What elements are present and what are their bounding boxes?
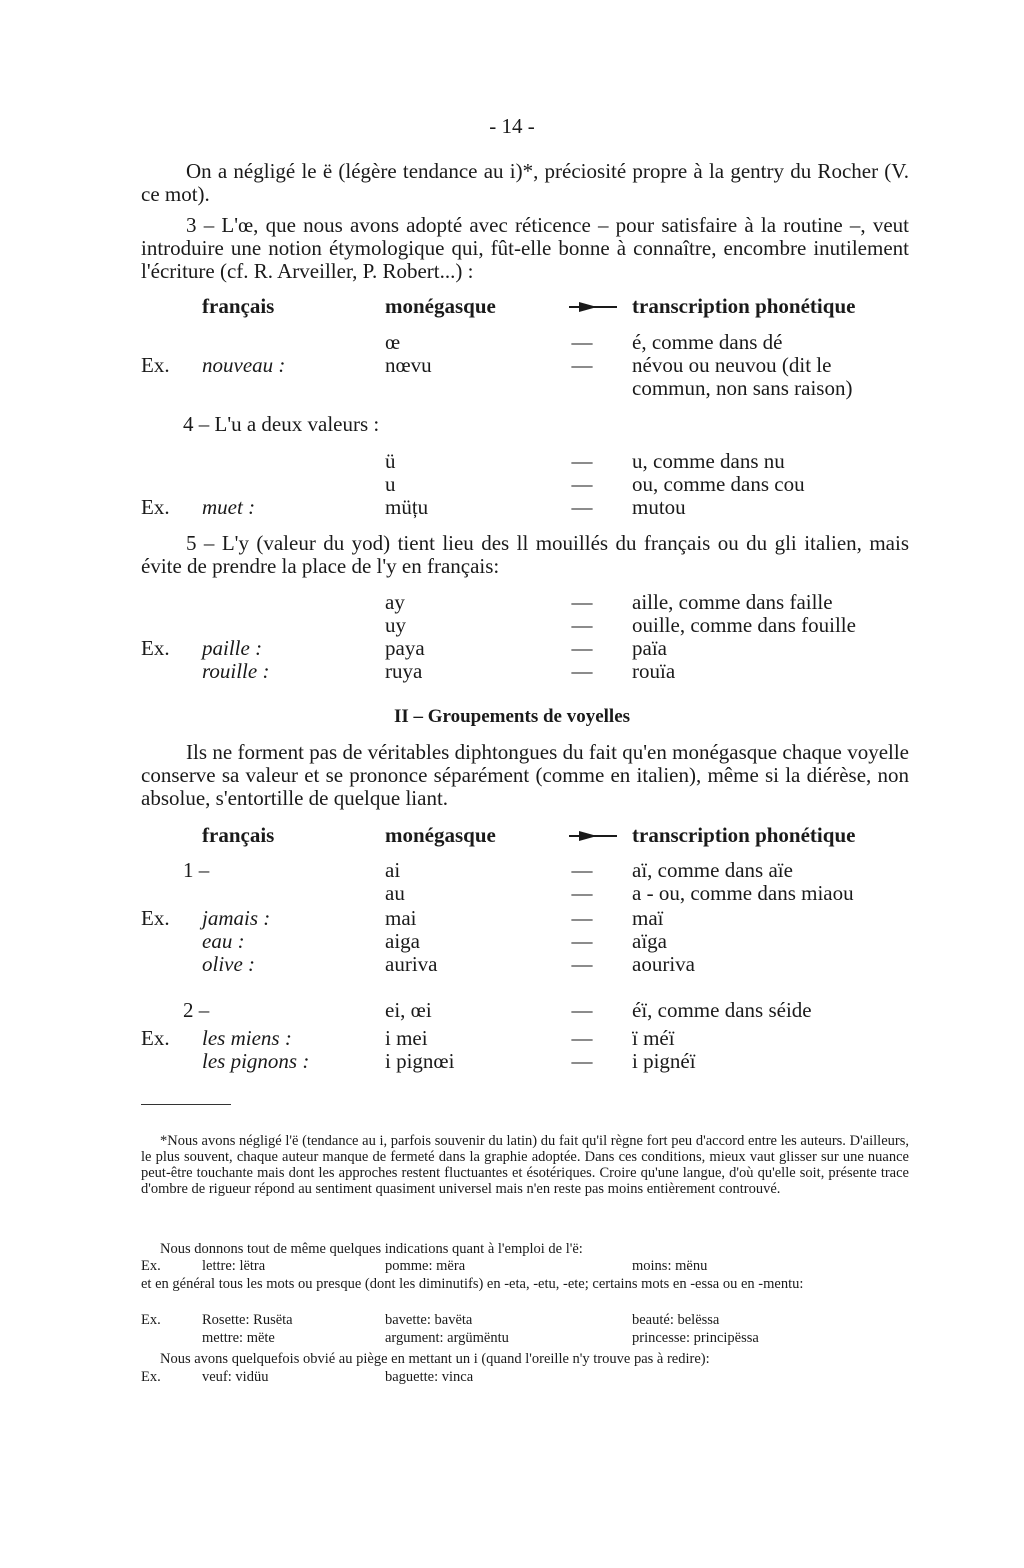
table-row <box>0 1027 1024 1050</box>
example-label: Ex. <box>141 1312 161 1328</box>
table-row <box>0 377 1024 400</box>
phonetic-cell: ou, comme dans cou <box>632 472 805 496</box>
french-cell: rouille : <box>202 659 270 683</box>
page-number: - 14 - <box>489 114 535 138</box>
footnote-example: argument: argümëntu <box>385 1330 509 1346</box>
table-row <box>0 953 1024 976</box>
table-row <box>0 591 1024 614</box>
footnote-example-row <box>0 1258 1024 1274</box>
footnote-example: moins: mënu <box>632 1258 708 1274</box>
dash-cell: — <box>571 449 593 473</box>
header-francais: français <box>202 294 275 318</box>
monegasque-cell: ruya <box>385 659 423 683</box>
header-transcription: transcription phonétique <box>632 294 856 318</box>
table-row <box>0 859 1024 882</box>
example-label: Ex. <box>141 636 170 660</box>
header-monegasque: monégasque <box>385 823 496 847</box>
dash-cell: — <box>571 998 593 1022</box>
french-cell: eau : <box>202 929 245 953</box>
point-4-heading <box>0 413 1024 436</box>
french-cell: muet : <box>202 495 256 519</box>
footnote-example: bavette: bavëta <box>385 1312 473 1328</box>
phonetic-cell: éï, comme dans séide <box>632 998 812 1022</box>
french-cell: olive : <box>202 952 256 976</box>
dash-cell: — <box>571 472 593 496</box>
example-label: Ex. <box>141 1258 161 1274</box>
footnote-example: lettre: lëtra <box>202 1258 266 1274</box>
monegasque-cell: müțu <box>385 495 429 519</box>
section-paragraph: Ils ne forment pas de véritables diphtongues du fait qu'en monégasque chaque voyelle conserve sa valeur et se prononce séparément (comme en italien), même si la diérèse, non absolue, s'entortille de quelque liant. <box>141 740 909 810</box>
table-row <box>0 1050 1024 1073</box>
header-francais: français <box>202 823 275 847</box>
example-label: Ex. <box>141 495 170 519</box>
group-number: 1 – <box>183 858 210 882</box>
french-cell: les miens : <box>202 1026 292 1050</box>
table-row <box>0 999 1024 1022</box>
monegasque-cell: auriva <box>385 952 438 976</box>
phonetic-cell: ouille, comme dans fouille <box>632 613 856 637</box>
phonetic-cell: commun, non sans raison) <box>632 376 853 400</box>
monegasque-cell: au <box>385 881 405 905</box>
table-row <box>0 930 1024 953</box>
french-cell: nouveau : <box>202 353 286 377</box>
table-row <box>0 907 1024 930</box>
example-label: Ex. <box>141 906 170 930</box>
group-number: 2 – <box>183 998 210 1022</box>
footnote-example: veuf: vidüu <box>202 1369 269 1385</box>
phonetic-cell: païa <box>632 636 667 660</box>
example-label: Ex. <box>141 353 170 377</box>
intro-paragraph: On a négligé le ë (légère tendance au i)*, préciosité propre à la gentry du Rocher (V. ce mot). <box>141 159 909 206</box>
arrow-icon <box>569 306 617 308</box>
dash-cell: — <box>571 330 593 354</box>
monegasque-cell: mai <box>385 906 417 930</box>
example-label: Ex. <box>141 1369 161 1385</box>
table-row <box>0 473 1024 496</box>
section-title: II – Groupements de voyelles <box>393 706 631 727</box>
footnote-divider <box>141 1104 231 1105</box>
table-row <box>0 354 1024 377</box>
footnote-example: Rosette: Rusëta <box>202 1312 293 1328</box>
monegasque-cell: paya <box>385 636 425 660</box>
dash-cell: — <box>571 929 593 953</box>
monegasque-cell: u <box>385 472 396 496</box>
point-5-paragraph: 5 – L'y (valeur du yod) tient lieu des ll mouillés du français ou du gli italien, mais évite de prendre la place de l'y en français: <box>141 531 909 578</box>
phonetic-cell: aï, comme dans aïe <box>632 858 793 882</box>
monegasque-cell: ay <box>385 590 405 614</box>
dash-cell: — <box>571 881 593 905</box>
phonetic-cell: u, comme dans nu <box>632 449 785 473</box>
point-4-text: 4 – L'u a deux valeurs : <box>183 412 380 436</box>
phonetic-cell: é, comme dans dé <box>632 330 783 354</box>
phonetic-cell: névou ou neuvou (dit le <box>632 353 832 377</box>
header-transcription: transcription phonétique <box>632 823 856 847</box>
footnote-paragraph: Nous avons quelquefois obvié au piège en mettant un i (quand l'oreille n'y trouve pas à redire): <box>160 1351 710 1367</box>
table-row <box>0 450 1024 473</box>
footnote-paragraph: *Nous avons négligé l'ë (tendance au i, parfois souvenir du latin) du fait qu'il règne fort peu d'accord entre les auteurs. D'ailleurs, le plus souvent, chaque auteur manque de fermeté dans la graphie adoptée. Dans ces conditions, mieux vaut glisser sur une nuance peut-être touchante mais dont les approches restent fluctuantes et ésotériques. Croire qu'une langue, d'où qu'elle soit, présente trace d'ombre de rigueur répond au sentiment quasiment universel mais n'en reste pas moins entièrement controuvé. <box>141 1133 909 1197</box>
monegasque-cell: uy <box>385 613 406 637</box>
table-header <box>0 295 1024 318</box>
table-row <box>0 614 1024 637</box>
footnote-example: beauté: belëssa <box>632 1312 720 1328</box>
phonetic-cell: mutou <box>632 495 686 519</box>
table-header <box>0 824 1024 847</box>
footnote-example-row <box>0 1312 1024 1328</box>
table-row <box>0 637 1024 660</box>
table-row <box>0 331 1024 354</box>
table-row <box>0 496 1024 519</box>
phonetic-cell: aïga <box>632 929 667 953</box>
french-cell: paille : <box>202 636 263 660</box>
footnote-example: mettre: mëte <box>202 1330 275 1346</box>
monegasque-cell: aiga <box>385 929 420 953</box>
dash-cell: — <box>571 613 593 637</box>
monegasque-cell: i mei <box>385 1026 428 1050</box>
monegasque-cell: ai <box>385 858 401 882</box>
footnote-example: baguette: vinca <box>385 1369 474 1385</box>
footnote-paragraph: Nous donnons tout de même quelques indications quant à l'emploi de l'ë: <box>160 1241 583 1257</box>
phonetic-cell: aille, comme dans faille <box>632 590 833 614</box>
phonetic-cell: maï <box>632 906 664 930</box>
table-row <box>0 882 1024 905</box>
footnote-example-row <box>0 1330 1024 1346</box>
point-3-paragraph: 3 – L'œ, que nous avons adopté avec réticence – pour satisfaire à la routine –, veut introduire une notion étymologique qui, fût-elle bonne à connaître, encombre inutilement l'écriture (cf. R. Arveiller, P. Robert...) : <box>141 213 909 283</box>
french-cell: les pignons : <box>202 1049 310 1073</box>
table-row <box>0 660 1024 683</box>
french-cell: jamais : <box>202 906 271 930</box>
phonetic-cell: rouïa <box>632 659 676 683</box>
example-label: Ex. <box>141 1026 170 1050</box>
arrow-icon <box>569 835 617 837</box>
phonetic-cell: a - ou, comme dans miaou <box>632 881 854 905</box>
monegasque-cell: i pignœi <box>385 1049 455 1073</box>
dash-cell: — <box>571 636 593 660</box>
dash-cell: — <box>571 1026 593 1050</box>
dash-cell: — <box>571 858 593 882</box>
footnote-example: princesse: principëssa <box>632 1330 759 1346</box>
dash-cell: — <box>571 659 593 683</box>
monegasque-cell: ü <box>385 449 396 473</box>
monegasque-cell: nœvu <box>385 353 432 377</box>
dash-cell: — <box>571 1049 593 1073</box>
footnote-example-row <box>0 1369 1024 1385</box>
footnote-example: pomme: mëra <box>385 1258 466 1274</box>
monegasque-cell: œ <box>385 330 401 354</box>
header-monegasque: monégasque <box>385 294 496 318</box>
dash-cell: — <box>571 906 593 930</box>
dash-cell: — <box>571 590 593 614</box>
phonetic-cell: aouriva <box>632 952 695 976</box>
phonetic-cell: ï méï <box>632 1026 675 1050</box>
dash-cell: — <box>571 952 593 976</box>
phonetic-cell: i pignéï <box>632 1049 696 1073</box>
monegasque-cell: ei, œi <box>385 998 432 1022</box>
dash-cell: — <box>571 495 593 519</box>
dash-cell: — <box>571 353 593 377</box>
footnote-paragraph: et en général tous les mots ou presque (dont les diminutifs) en -eta, -etu, -ete; certains mots en -essa ou en -mentu: <box>141 1276 804 1292</box>
